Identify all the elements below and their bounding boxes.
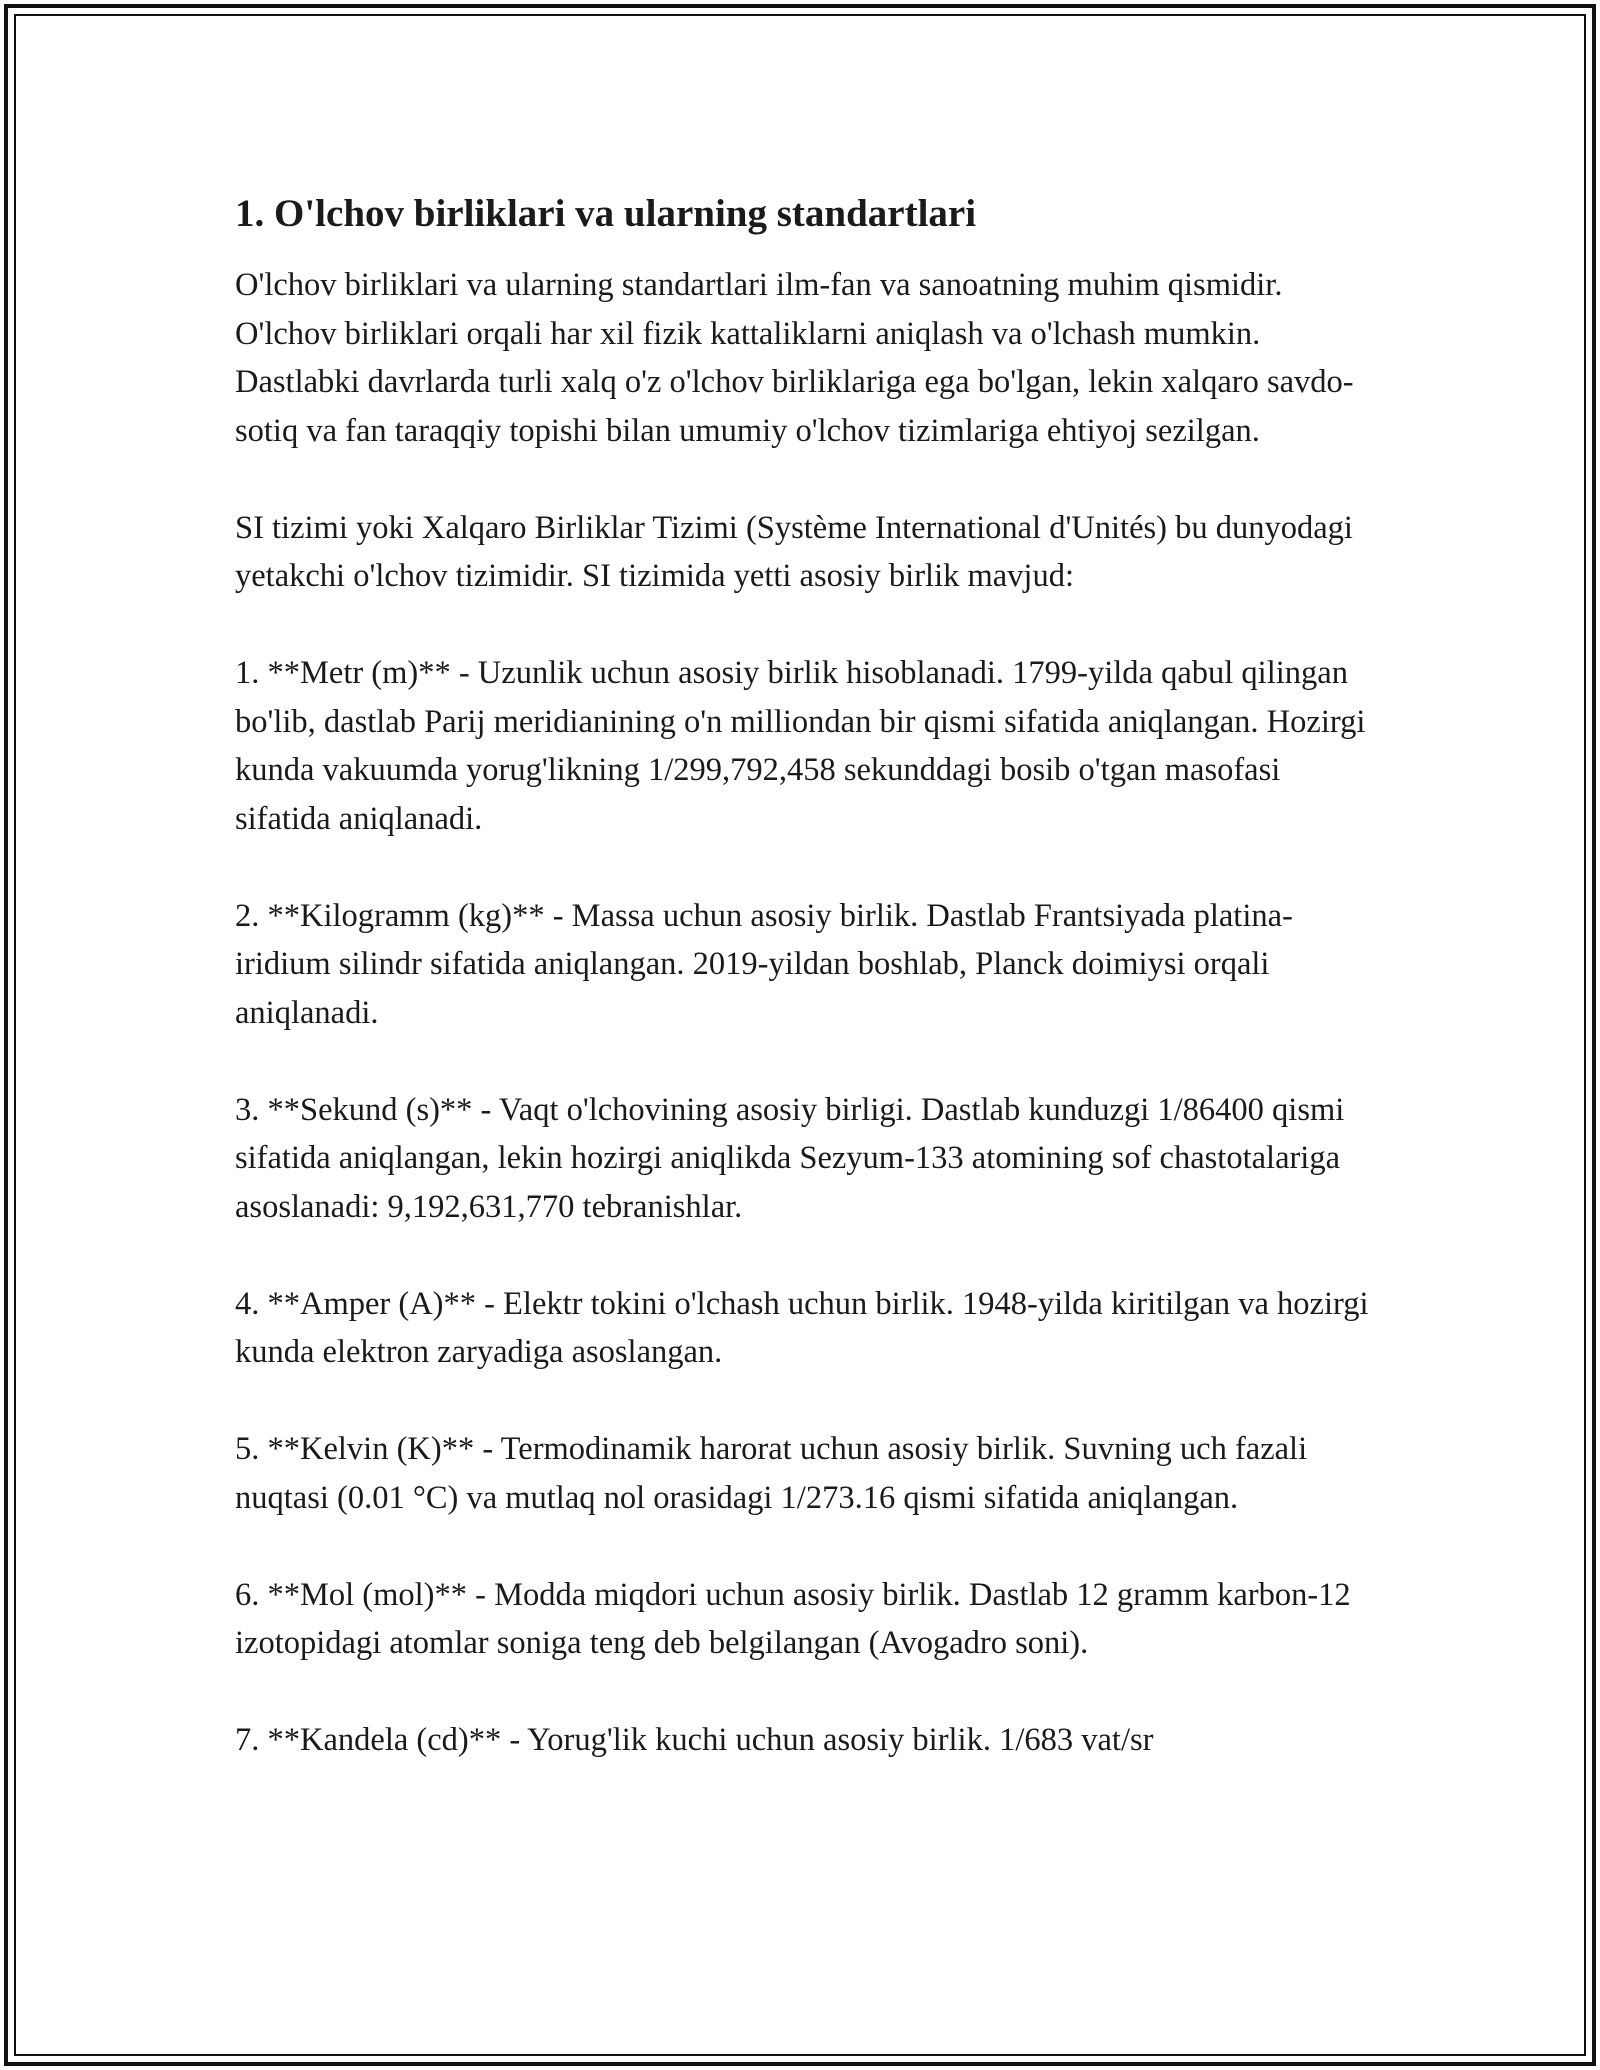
list-item-sekund: 3. **Sekund (s)** - Vaqt o'lchovining asosiy birligi. Dastlab kunduzgi 1/86400 qismi sifatida aniqlangan, lekin hozirgi aniqlikda Sezyum-133 atomining sof chastotalariga asoslanadi: 9,192,631,770 tebranishlar. (235, 1091, 1345, 1225)
list-item-kelvin: 5. **Kelvin (K)** - Termodinamik harorat uchun asosiy birlik. Suvning uch fazali nuqtasi (0.01 °C) va mutlaq nol orasidagi 1/273.16 qismi sifatida aniqlangan. (235, 1431, 1308, 1516)
paragraph-intro: O'lchov birliklari va ularning standartlari ilm-fan va sanoatning muhim qismidir. O'lchov birliklari orqali har xil fizik kattaliklarni aniqlash va o'lchash mumkin. Dastlabki davrlarda turli xalq o'z o'lchov birliklariga ega bo'lgan, lekin xalqaro savdo-sotiq va fan taraqqiy topishi bilan umumiy o'lchov tizimlariga ehtiyoj sezilgan. (235, 267, 1354, 449)
list-item-amper: 4. **Amper (A)** - Elektr tokini o'lchash uchun birlik. 1948-yilda kiritilgan va hozirgi kunda elektron zaryadiga asoslangan. (235, 1285, 1369, 1370)
paragraph-si-system: SI tizimi yoki Xalqaro Birliklar Tizimi (Système International d'Unités) bu dunyodagi yetakchi o'lchov tizimidir. SI tizimida yetti asosiy birlik mavjud: (235, 509, 1353, 594)
list-item-mol: 6. **Mol (mol)** - Modda miqdori uchun asosiy birlik. Dastlab 12 gramm karbon-12 izotopidagi atomlar soniga teng deb belgilangan (Avogadro soni). (235, 1576, 1351, 1661)
list-item-kandela: 7. **Kandela (cd)** - Yorug'lik kuchi uchun asosiy birlik. 1/683 vat/sr (235, 1722, 1154, 1758)
list-item-kilogramm: 2. **Kilogramm (kg)** - Massa uchun asosiy birlik. Dastlab Frantsiyada platina-iridium silindr sifatida aniqlangan. 2019-yildan boshlab, Planck doimiysi orqali aniqlanadi. (235, 897, 1293, 1031)
document-title: 1. O'lchov birliklari va ularning standartlari (235, 192, 977, 235)
list-item-metr: 1. **Metr (m)** - Uzunlik uchun asosiy birlik hisoblanadi. 1799-yilda qabul qilingan bo'lib, dastlab Parij meridianining o'n milliondan bir qismi sifatida aniqlangan. Hozirgi kunda vakuumda yorug'likning 1/299,792,458 sekunddagi bosib o'tgan masofasi sifatida aniqlanadi. (235, 655, 1366, 837)
document-page (235, 185, 1380, 1765)
